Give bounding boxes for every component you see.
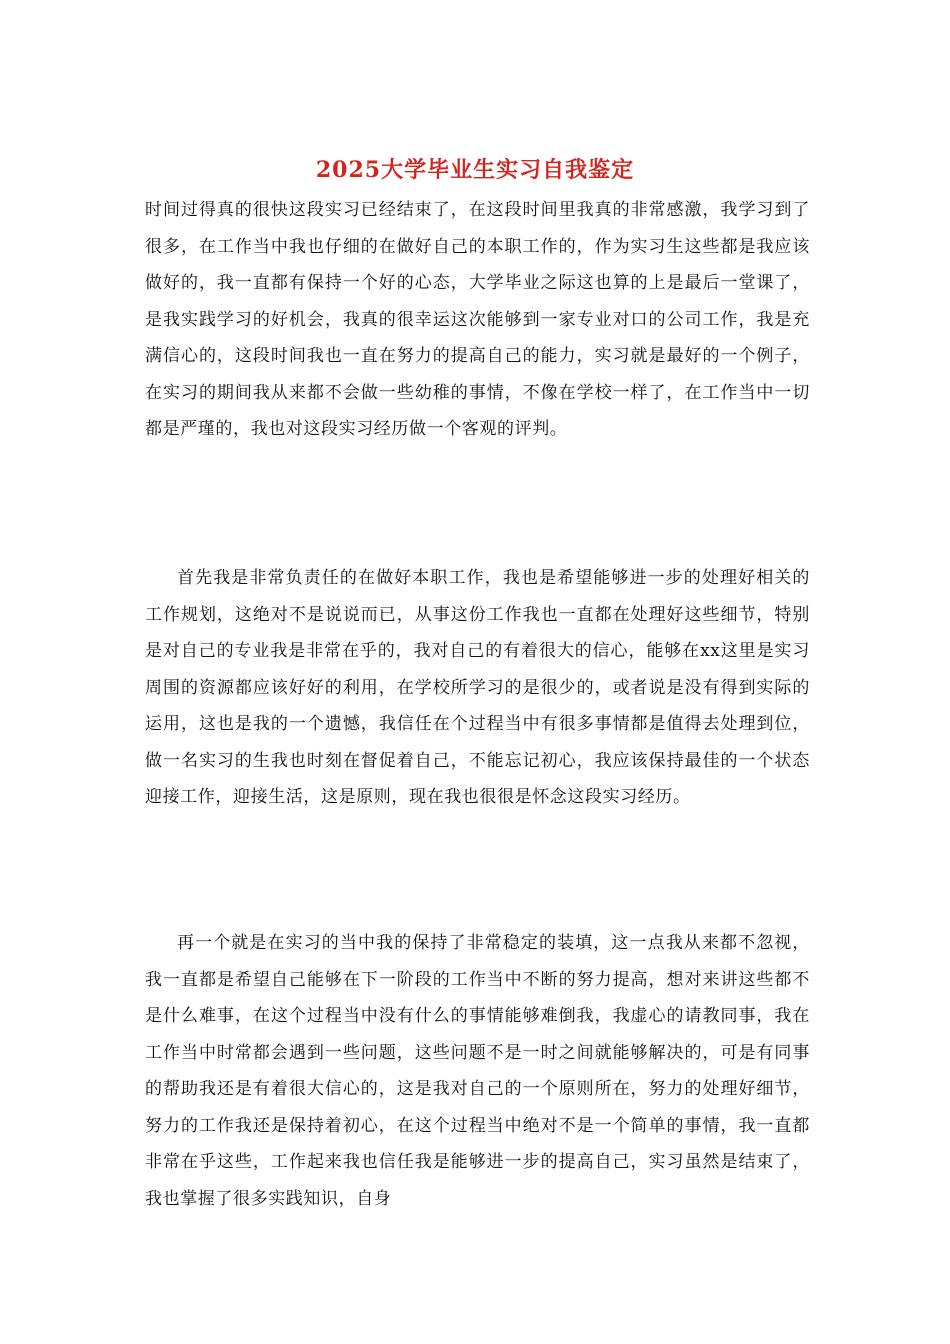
paragraph-stability: 再一个就是在实习的当中我的保持了非常稳定的装填，这一点我从来都不忽视，我一直都是希望自己能够在下一阶段的工作当中不断的努力提高，想对来讲这些都不是什么难事，在这个过程当中没有什么的事情能够难倒我，我虚心的请教同事，我在工作当中时常都会遇到一些问题，这些问题不是一时之间就能够解决的，可是有同事的帮助我还是有着很大信心的，这是我对自己的一个原则所在，努力的处理好细节，努力的工作我还是保持着初心，在这个过程当中绝对不是一个简单的事情，我一直都非常在乎这些，工作起来我也信任我是能够进一步的提高自己，实习虽然是结束了，我也掌握了很多实践知识，自身 (145, 933, 810, 1209)
paragraph-responsibility: 首先我是非常负责任的在做好本职工作，我也是希望能够进一步的处理好相关的工作规划，这绝对不是说说而已，从事这份工作我也一直都在处理好这些细节，特别是对自己的专业我是非常在乎的，我对自己的有着很大的信心，能够在xx这里是实习周围的资源都应该好好的利用，在学校所学习的是很少的，或者说是没有得到实际的运用，这也是我的一个遗憾，我信任在个过程当中有很多事情都是值得去处理到位，做一名实习的生我也时刻在督促着自己，不能忘记初心，我应该保持最佳的一个状态迎接工作，迎接生活，这是原则，现在我也很很是怀念这段实习经历。 (145, 568, 810, 807)
document-title: 2025大学毕业生实习自我鉴定 (315, 157, 635, 183)
paragraph-intro: 时间过得真的很快这段实习已经结束了，在这段时间里我真的非常感激，我学习到了很多，在工作当中我也仔细的在做好自己的本职工作的，作为实习生这些都是我应该做好的，我一直都有保持一个好的心态，大学毕业之际这也算的上是最后一堂课了，是我实践学习的好机会，我真的很幸运这次能够到一家专业对口的公司工作，我是充满信心的，这段时间我也一直在努力的提高自己的能力，实习就是最好的一个例子，在实习的期间我从来都不会做一些幼稚的事情，不像在学校一样了，在工作当中一切都是严瑾的，我也对这段实习经历做一个客观的评判。 (145, 200, 810, 439)
